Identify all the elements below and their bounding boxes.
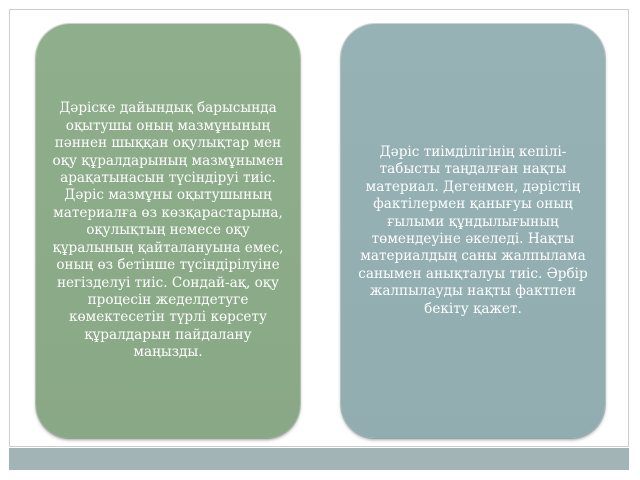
footer-bar xyxy=(9,448,629,470)
right-card-text: Дәріс тиімділігінің кепілі-табысты таңдалған нақты материал. Дегенмен, дәрістің фактілермен қанығуы оның ғылыми құндылығының төмендеуіне әкеледі. Нақты материалдың саны жалпылама санымен анықталуы тиіс. Әрбір жалпылауды нақты фактпен бекіту қажет. xyxy=(358,143,588,317)
left-card-text: Дәріске дайындық барысында оқытушы оның мазмұнының пәннен шыққан оқулықтар мен оқу құралдарының мазмұнымен арақатынасын түсіндіруі тиіс. Дәріс мазмұны оқытушының материалға өз көзқарастарына, оқулықтың немесе оқу құралының қайталануына емес, оның өз бетінше түсіндірілуіне негізделуі тиіс. Сондай-ақ, оқу процесін жеделдетуге көмектесетін түрлі көрсету құралдарын пайдалану маңызды. xyxy=(52,100,284,361)
left-text-card xyxy=(36,24,300,438)
right-text-card xyxy=(341,24,605,438)
